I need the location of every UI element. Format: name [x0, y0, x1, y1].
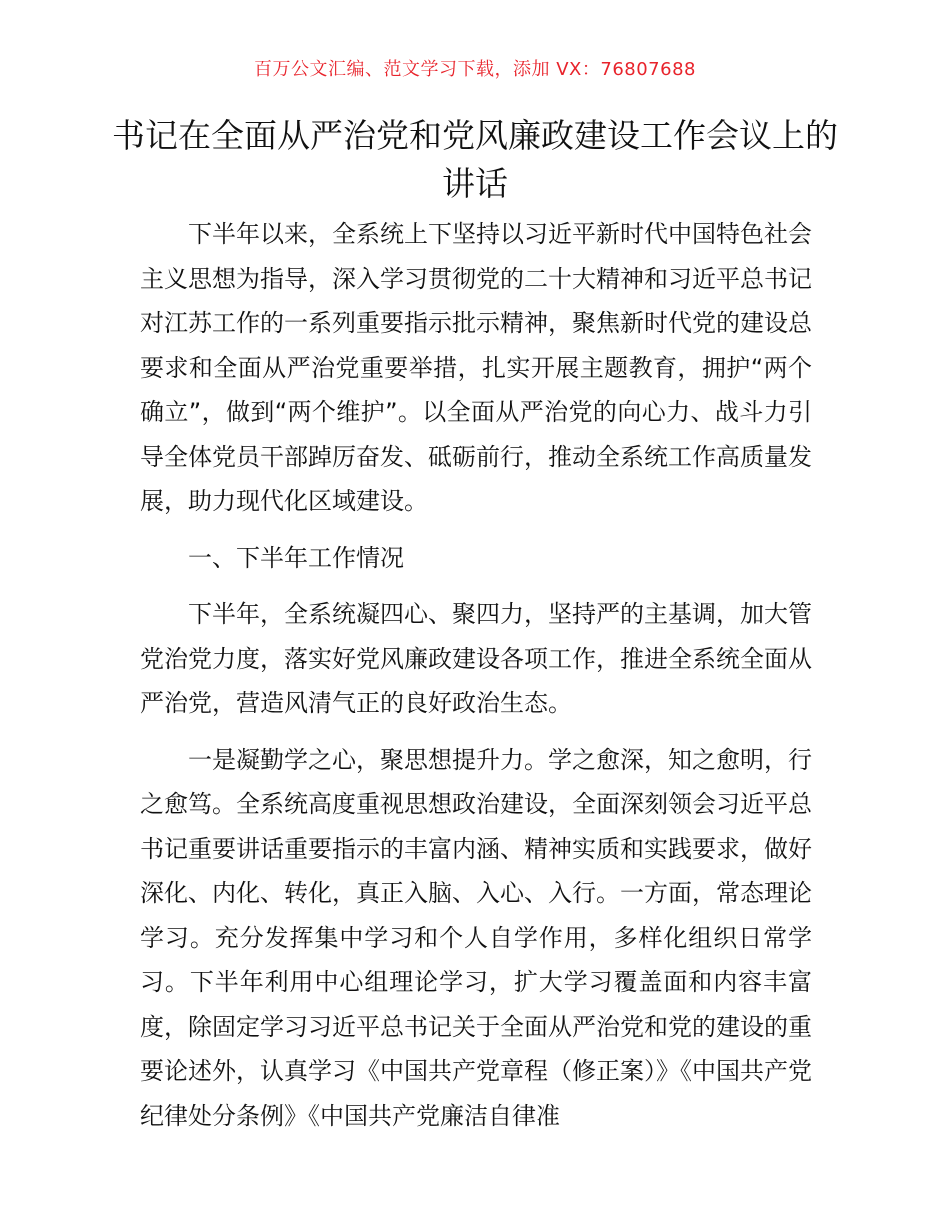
section-summary-paragraph: 下半年，全系统凝四心、聚四力，坚持严的主基调，加大管党治党力度，落实好党风廉政建设各项工作，推进全系统全面从严治党，营造风清气正的良好政治生态。 [140, 600, 812, 717]
document-title: 书记在全面从严治党和党风廉政建设工作会议上的讲话 [112, 116, 838, 203]
document-body [140, 212, 812, 1150]
point-one-paragraph: 一是凝勤学之心，聚思想提升力。学之愈深，知之愈明，行之愈笃。全系统高度重视思想政治建设，全面深刻领会习近平总书记重要讲话重要指示的丰富内涵、精神实质和实践要求，做好深化、内化、转化，真正入脑、入心、入行。一方面，常态理论学习。充分发挥集中学习和个人自学作用，多样化组织日常学习。下半年利用中心组理论学习，扩大学习覆盖面和内容丰富度，除固定学习习近平总书记关于全面从严治党和党的建设的重要论述外，认真学习《中国共产党章程（修正案）》《中国共产党纪律处分条例》《中国共产党廉洁自律准 [140, 745, 812, 1130]
header-watermark-note: 百万公文汇编、范文学习下载，添加 VX：76807688 [254, 59, 696, 80]
intro-paragraph: 下半年以来，全系统上下坚持以习近平新时代中国特色社会主义思想为指导，深入学习贯彻党的二十大精神和习近平总书记对江苏工作的一系列重要指示批示精神，聚焦新时代党的建设总要求和全面从严治党重要举措，扎实开展主题教育，拥护“两个确立”，做到“两个维护”。以全面从严治党的向心力、战斗力引导全体党员干部踔厉奋发、砥砺前行，推动全系统工作高质量发展，助力现代化区域建设。 [140, 220, 812, 515]
section-heading: 一、下半年工作情况 [188, 543, 404, 572]
